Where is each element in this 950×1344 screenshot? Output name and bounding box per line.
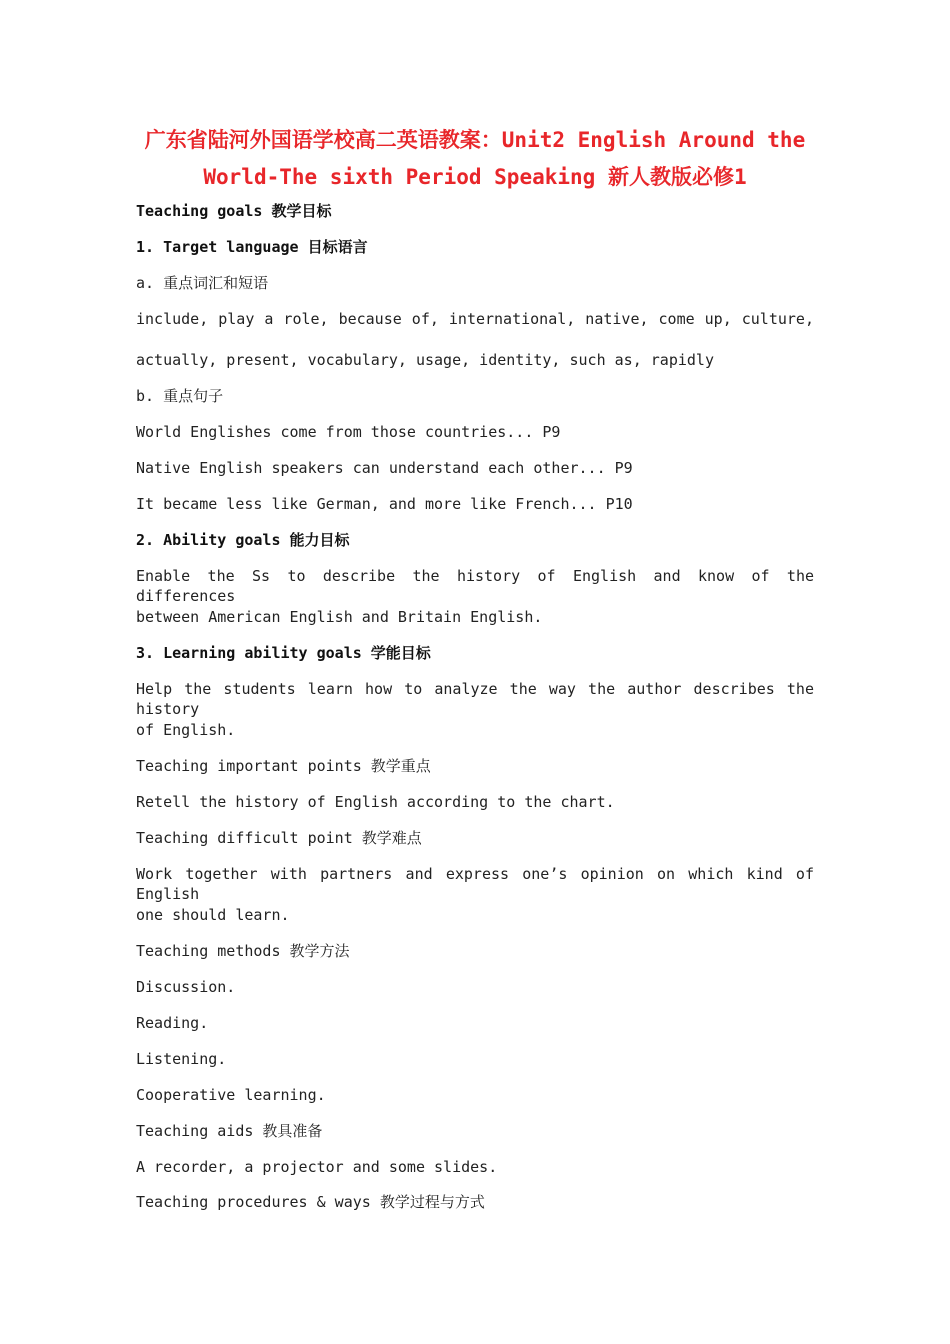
learning-line-1: Help the students learn how to analyze the way the author describes the history bbox=[136, 680, 814, 718]
method-listening: Listening. bbox=[136, 1050, 227, 1068]
teaching-aids-text: A recorder, a projector and some slides. bbox=[136, 1158, 498, 1176]
important-points-text: Retell the history of English according to the chart. bbox=[136, 793, 615, 811]
difficult-line-1: Work together with partners and express one’s opinion on which kind of English bbox=[136, 865, 814, 903]
difficult-line-2: one should learn. bbox=[136, 906, 290, 924]
heading-important-points: Teaching important points 教学重点 bbox=[136, 757, 431, 775]
heading-teaching-methods: Teaching methods 教学方法 bbox=[136, 942, 350, 960]
ability-line-1: Enable the Ss to describe the history of English and know of the differences bbox=[136, 567, 814, 605]
learning-line-2: of English. bbox=[136, 721, 236, 739]
method-discussion: Discussion. bbox=[136, 978, 236, 996]
method-cooperative-learning: Cooperative learning. bbox=[136, 1086, 326, 1104]
heading-ability-goals: 2. Ability goals 能力目标 bbox=[136, 531, 350, 549]
sentence-2: Native English speakers can understand each other... P9 bbox=[136, 459, 633, 477]
heading-teaching-aids: Teaching aids 教具准备 bbox=[136, 1122, 323, 1140]
heading-teaching-goals: Teaching goals 教学目标 bbox=[136, 202, 332, 220]
ability-line-2: between American English and Britain English. bbox=[136, 608, 543, 626]
method-reading: Reading. bbox=[136, 1014, 209, 1032]
heading-teaching-procedures: Teaching procedures & ways 教学过程与方式 bbox=[136, 1193, 485, 1211]
vocab-line-2: actually, present, vocabulary, usage, identity, such as, rapidly bbox=[136, 351, 714, 369]
heading-sentences: b. 重点句子 bbox=[136, 387, 224, 405]
heading-vocabulary: a. 重点词汇和短语 bbox=[136, 274, 269, 292]
heading-difficult-point: Teaching difficult point 教学难点 bbox=[136, 829, 422, 847]
heading-learning-goals: 3. Learning ability goals 学能目标 bbox=[136, 644, 431, 662]
title-line-1: 广东省陆河外国语学校高二英语教案：Unit2 English Around the bbox=[144, 128, 806, 152]
sentence-1: World Englishes come from those countries... P9 bbox=[136, 423, 561, 441]
vocab-line-1: include, play a role, because of, international, native, come up, culture, bbox=[136, 310, 814, 328]
heading-target-language: 1. Target language 目标语言 bbox=[136, 238, 368, 256]
sentence-3: It became less like German, and more like French... P10 bbox=[136, 495, 633, 513]
title-line-2: World-The sixth Period Speaking 新人教版必修1 bbox=[203, 165, 747, 189]
